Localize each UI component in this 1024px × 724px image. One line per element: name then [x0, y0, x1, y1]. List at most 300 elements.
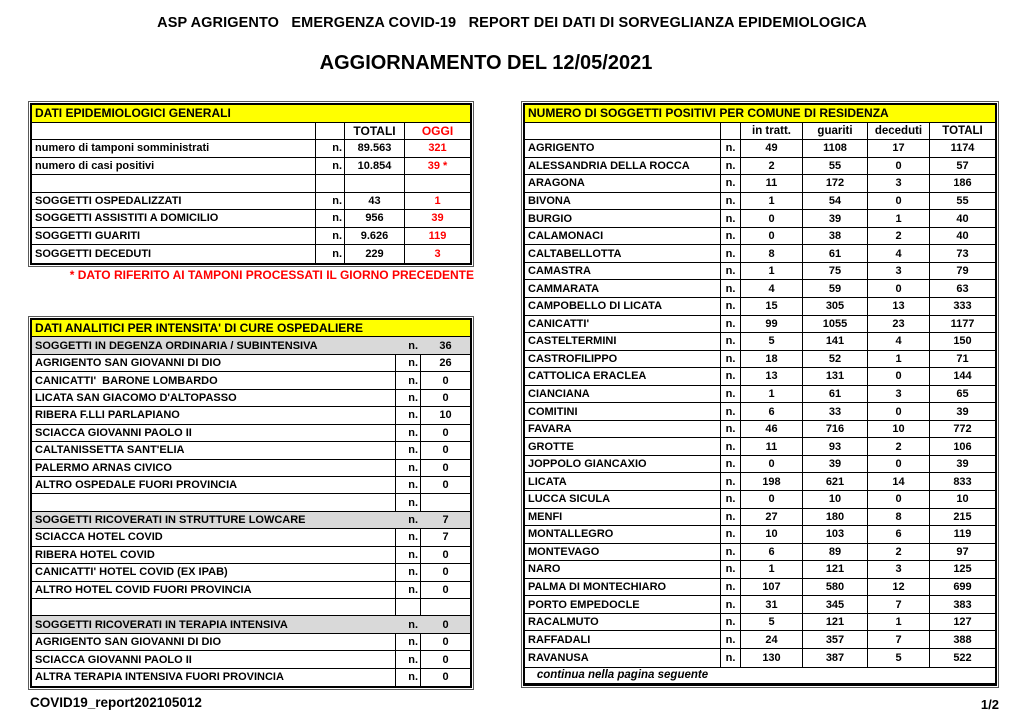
- row-totali-value: [344, 175, 404, 192]
- row-label: numero di tamponi somministrati: [35, 142, 210, 155]
- row-n-abbrev: [315, 175, 344, 192]
- row-comune-name: CAMPOBELLO DI LICATA: [528, 300, 663, 313]
- row-totali-value: 10.854: [344, 158, 404, 175]
- row-guariti-value: 61: [802, 386, 867, 403]
- row-totali-value: 9.626: [344, 228, 404, 245]
- row-label: RIBERA F.LLI PARLAPIANO: [35, 409, 180, 422]
- row-in-tratt-value: 6: [740, 544, 802, 561]
- hospital-table-row: [32, 582, 470, 599]
- row-oggi-value: 119: [404, 228, 470, 245]
- row-n-abbrev: n.: [408, 618, 418, 631]
- row-totali-value: 40: [929, 228, 995, 245]
- hospital-table-row: [32, 547, 470, 564]
- row-n-abbrev: n.: [315, 140, 344, 157]
- row-n-abbrev: n.: [720, 351, 740, 368]
- row-deceduti-value: 7: [867, 631, 929, 648]
- row-n-abbrev: n.: [395, 547, 420, 563]
- report-update-date: AGGIORNAMENTO DEL 12/05/2021: [319, 52, 653, 74]
- row-label: PALERMO ARNAS CIVICO: [35, 461, 172, 474]
- row-comune-name: MENFI: [528, 510, 563, 523]
- row-guariti-value: 131: [802, 368, 867, 385]
- row-deceduti-value: 0: [867, 491, 929, 508]
- row-deceduti-value: 3: [867, 263, 929, 280]
- row-comune-name: AGRIGENTO: [528, 142, 595, 155]
- row-deceduti-value: 17: [867, 140, 929, 157]
- row-guariti-value: 345: [802, 596, 867, 613]
- row-guariti-value: 10: [802, 491, 867, 508]
- row-guariti-value: 357: [802, 631, 867, 648]
- header-spacer: [525, 123, 720, 140]
- row-totali-value: 97: [929, 544, 995, 561]
- hospital-table-row: [32, 634, 470, 651]
- row-count-value: 0: [420, 477, 470, 493]
- row-n-abbrev: n.: [395, 477, 420, 493]
- row-guariti-value: 33: [802, 403, 867, 420]
- row-n-abbrev: n.: [395, 494, 420, 510]
- comuni-table-row: [525, 473, 995, 491]
- row-n-abbrev: n.: [395, 425, 420, 441]
- row-guariti-value: 55: [802, 158, 867, 175]
- row-totali-value: 43: [344, 193, 404, 210]
- row-n-abbrev: n.: [720, 649, 740, 667]
- row-label: ALTRO OSPEDALE FUORI PROVINCIA: [35, 479, 238, 492]
- row-in-tratt-value: 0: [740, 228, 802, 245]
- row-n-abbrev: n.: [395, 407, 420, 423]
- row-comune-name: LUCCA SICULA: [528, 493, 611, 506]
- document-id: COVID19_report202105012: [30, 695, 202, 710]
- row-comune-name: RACALMUTO: [528, 616, 599, 629]
- hospital-table-row: [32, 651, 470, 668]
- row-in-tratt-value: 18: [740, 351, 802, 368]
- row-n-abbrev: n.: [720, 316, 740, 333]
- row-guariti-value: 305: [802, 298, 867, 315]
- row-count-value: 0: [420, 651, 470, 667]
- row-n-abbrev: n.: [395, 582, 420, 598]
- row-guariti-value: 93: [802, 438, 867, 455]
- row-n-abbrev: n.: [720, 614, 740, 631]
- comuni-table-row: [525, 579, 995, 597]
- hospital-table-row: [32, 529, 470, 546]
- row-in-tratt-value: 99: [740, 316, 802, 333]
- row-guariti-value: 141: [802, 333, 867, 350]
- row-deceduti-value: 3: [867, 561, 929, 578]
- hospital-table-row: [32, 494, 470, 511]
- row-totali-value: 388: [929, 631, 995, 648]
- row-comune-name: CALTABELLOTTA: [528, 247, 622, 260]
- hospital-table-row: [32, 425, 470, 442]
- row-comune-name: CAMMARATA: [528, 282, 600, 295]
- row-guariti-value: 180: [802, 509, 867, 526]
- row-deceduti-value: 8: [867, 509, 929, 526]
- comuni-table-row: [525, 368, 995, 386]
- row-comune-name: CASTROFILIPPO: [528, 352, 618, 365]
- comuni-table-row: [525, 526, 995, 544]
- hospital-table-row: [32, 372, 470, 389]
- row-in-tratt-value: 49: [740, 140, 802, 157]
- row-totali-value: 55: [929, 193, 995, 210]
- row-deceduti-value: 2: [867, 438, 929, 455]
- row-oggi-value: 39: [404, 210, 470, 227]
- row-totali-value: 144: [929, 368, 995, 385]
- hospital-table-row: [32, 337, 470, 354]
- row-deceduti-value: 10: [867, 421, 929, 438]
- row-label: AGRIGENTO SAN GIOVANNI DI DIO: [35, 357, 221, 370]
- tamponi-note: * DATO RIFERITO AI TAMPONI PROCESSATI IL GIORNO PRECEDENTE: [69, 268, 474, 282]
- row-in-tratt-value: 11: [740, 438, 802, 455]
- row-label: SOGGETTI DECEDUTI: [35, 247, 152, 260]
- row-deceduti-value: 1: [867, 351, 929, 368]
- row-totali-value: 333: [929, 298, 995, 315]
- col-header-guariti: guariti: [802, 123, 867, 140]
- comuni-table-row: [525, 210, 995, 228]
- row-count-value: 0: [420, 372, 470, 388]
- col-header-totali: TOTALI: [344, 123, 404, 140]
- row-in-tratt-value: 0: [740, 210, 802, 227]
- row-guariti-value: 121: [802, 561, 867, 578]
- row-n-abbrev: n.: [720, 421, 740, 438]
- comuni-table-row: [525, 561, 995, 579]
- general-table-row: [32, 158, 470, 176]
- row-count-value: [420, 494, 470, 510]
- hospital-table-row: [32, 477, 470, 494]
- row-label: CANICATTI' HOTEL COVID (EX IPAB): [35, 566, 228, 579]
- row-totali-value: 150: [929, 333, 995, 350]
- general-table-header-row: [32, 123, 470, 141]
- row-n-abbrev: n.: [315, 210, 344, 227]
- row-totali-value: 1177: [929, 316, 995, 333]
- row-label: SOGGETTI ASSISTITI A DOMICILIO: [35, 212, 219, 225]
- row-count-value: 0: [420, 425, 470, 441]
- row-in-tratt-value: 2: [740, 158, 802, 175]
- row-totali-value: 73: [929, 245, 995, 262]
- comuni-table-row: [525, 175, 995, 193]
- comuni-table-row: [525, 351, 995, 369]
- row-totali-value: 522: [929, 649, 995, 667]
- comuni-table-row: [525, 193, 995, 211]
- row-deceduti-value: 3: [867, 175, 929, 192]
- row-comune-name: PALMA DI MONTECHIARO: [528, 581, 667, 594]
- row-guariti-value: 61: [802, 245, 867, 262]
- row-label: [32, 599, 395, 615]
- row-n-abbrev: n.: [395, 634, 420, 650]
- row-comune-name: ALESSANDRIA DELLA ROCCA: [528, 159, 690, 172]
- comuni-table-row: [525, 509, 995, 527]
- row-label: RIBERA HOTEL COVID: [35, 548, 155, 561]
- row-deceduti-value: 2: [867, 228, 929, 245]
- row-n-abbrev: n.: [720, 544, 740, 561]
- hospital-table-row: [32, 616, 470, 633]
- row-totali-value: 106: [929, 438, 995, 455]
- row-n-abbrev: n.: [720, 438, 740, 455]
- row-totali-value: 71: [929, 351, 995, 368]
- row-in-tratt-value: 24: [740, 631, 802, 648]
- row-count-value: 0: [420, 582, 470, 598]
- row-in-tratt-value: 1: [740, 263, 802, 280]
- row-totali-value: 127: [929, 614, 995, 631]
- row-count-value: 0: [420, 390, 470, 406]
- row-totali-value: 79: [929, 263, 995, 280]
- comuni-table-row: [525, 544, 995, 562]
- row-totali-value: 186: [929, 175, 995, 192]
- row-totali-value: 89.563: [344, 140, 404, 157]
- row-comune-name: MONTEVAGO: [528, 545, 600, 558]
- row-label: SOGGETTI IN DEGENZA ORDINARIA / SUBINTENSIVA: [35, 339, 318, 352]
- row-guariti-value: 387: [802, 649, 867, 667]
- row-comune-name: CASTELTERMINI: [528, 335, 617, 348]
- row-comune-name: JOPPOLO GIANCAXIO: [528, 458, 647, 471]
- row-comune-name: ARAGONA: [528, 177, 585, 190]
- row-n-abbrev: n.: [315, 245, 344, 263]
- row-n-abbrev: n.: [720, 228, 740, 245]
- row-n-abbrev: n.: [395, 651, 420, 667]
- row-n-abbrev: n.: [315, 158, 344, 175]
- row-label: LICATA SAN GIACOMO D'ALTOPASSO: [35, 391, 237, 404]
- row-in-tratt-value: 15: [740, 298, 802, 315]
- row-n-abbrev: n.: [315, 193, 344, 210]
- comuni-table-row: [525, 158, 995, 176]
- row-count-value: 10: [420, 407, 470, 423]
- col-header-deceduti: deceduti: [867, 123, 929, 140]
- row-n-abbrev: n.: [395, 442, 420, 458]
- comuni-table-title: NUMERO DI SOGGETTI POSITIVI PER COMUNE DI RESIDENZA: [525, 105, 995, 123]
- row-label: CALTANISSETTA SANT'ELIA: [35, 444, 185, 457]
- row-in-tratt-value: 130: [740, 649, 802, 667]
- row-comune-name: CATTOLICA ERACLEA: [528, 370, 647, 383]
- row-in-tratt-value: 1: [740, 386, 802, 403]
- row-guariti-value: 59: [802, 280, 867, 297]
- row-deceduti-value: 4: [867, 333, 929, 350]
- row-label: SCIACCA GIOVANNI PAOLO II: [35, 426, 192, 439]
- row-deceduti-value: 0: [867, 456, 929, 473]
- row-count-value: 0: [420, 547, 470, 563]
- row-n-abbrev: n.: [720, 175, 740, 192]
- row-n-abbrev: n.: [395, 390, 420, 406]
- row-n-abbrev: n.: [395, 564, 420, 580]
- row-label: ALTRA TERAPIA INTENSIVA FUORI PROVINCIA: [35, 671, 284, 684]
- row-comune-name: CAMASTRA: [528, 265, 591, 278]
- row-deceduti-value: 3: [867, 386, 929, 403]
- row-deceduti-value: 14: [867, 473, 929, 490]
- row-n-abbrev: n.: [720, 579, 740, 596]
- hospital-table-row: [32, 599, 470, 616]
- row-count-value: 7: [420, 529, 470, 545]
- row-n-abbrev: n.: [720, 193, 740, 210]
- row-comune-name: COMITINI: [528, 405, 578, 418]
- row-n-abbrev: n.: [408, 514, 418, 527]
- row-n-abbrev: n.: [720, 561, 740, 578]
- row-n-abbrev: n.: [720, 509, 740, 526]
- header-spacer: [315, 123, 344, 140]
- comuni-table-row: [525, 228, 995, 246]
- row-in-tratt-value: 8: [740, 245, 802, 262]
- comuni-table-row: [525, 140, 995, 158]
- row-n-abbrev: n.: [395, 372, 420, 388]
- row-count-value: 0: [420, 442, 470, 458]
- hospital-table-row: [32, 442, 470, 459]
- hospital-table-title: DATI ANALITICI PER INTENSITA' DI CURE OSPEDALIERE: [32, 320, 470, 337]
- general-table-row: [32, 175, 470, 193]
- row-n-abbrev: n.: [720, 386, 740, 403]
- row-count-value: 26: [420, 355, 470, 371]
- row-totali-value: 956: [344, 210, 404, 227]
- row-totali-value: 215: [929, 509, 995, 526]
- row-oggi-value: 39 *: [404, 158, 470, 175]
- row-in-tratt-value: 0: [740, 491, 802, 508]
- hospital-table-row: [32, 407, 470, 424]
- row-deceduti-value: 23: [867, 316, 929, 333]
- row-guariti-value: 39: [802, 210, 867, 227]
- row-n-abbrev: n.: [395, 460, 420, 476]
- row-deceduti-value: 12: [867, 579, 929, 596]
- row-in-tratt-value: 13: [740, 368, 802, 385]
- row-n-abbrev: n.: [720, 526, 740, 543]
- row-n-abbrev: n.: [720, 263, 740, 280]
- comuni-table-row: [525, 631, 995, 649]
- row-totali-value: 65: [929, 386, 995, 403]
- comuni-table-row: [525, 280, 995, 298]
- row-deceduti-value: 6: [867, 526, 929, 543]
- row-n-abbrev: n.: [315, 228, 344, 245]
- row-guariti-value: 1055: [802, 316, 867, 333]
- row-comune-name: FAVARA: [528, 423, 572, 436]
- row-n-abbrev: n.: [720, 140, 740, 157]
- comuni-table-row: [525, 403, 995, 421]
- hospital-table-row: [32, 564, 470, 581]
- general-table-row: [32, 210, 470, 228]
- row-comune-name: LICATA: [528, 475, 567, 488]
- row-deceduti-value: 0: [867, 193, 929, 210]
- comuni-table-row: [525, 245, 995, 263]
- row-totali-value: 39: [929, 456, 995, 473]
- row-guariti-value: 75: [802, 263, 867, 280]
- row-deceduti-value: 1: [867, 614, 929, 631]
- comuni-table-row: [525, 333, 995, 351]
- row-guariti-value: 103: [802, 526, 867, 543]
- row-count-value: 36: [439, 339, 452, 352]
- col-header-totali: TOTALI: [929, 123, 995, 140]
- row-totali-value: 833: [929, 473, 995, 490]
- comuni-table-footer-row: [525, 667, 995, 685]
- row-totali-value: 57: [929, 158, 995, 175]
- row-comune-name: NARO: [528, 563, 561, 576]
- row-comune-name: RAFFADALI: [528, 633, 591, 646]
- row-guariti-value: 52: [802, 351, 867, 368]
- comuni-table-row: [525, 386, 995, 404]
- row-in-tratt-value: 10: [740, 526, 802, 543]
- general-table-row: [32, 245, 470, 263]
- row-label: CANICATTI' BARONE LOMBARDO: [35, 374, 218, 387]
- row-n-abbrev: n.: [395, 669, 420, 686]
- row-totali-value: 119: [929, 526, 995, 543]
- row-label: SOGGETTI RICOVERATI IN TERAPIA INTENSIVA: [35, 618, 288, 631]
- row-n-abbrev: n.: [395, 529, 420, 545]
- comuni-table-row: [525, 491, 995, 509]
- row-count-value: 0: [442, 618, 449, 631]
- row-count-value: [420, 599, 470, 615]
- row-in-tratt-value: 31: [740, 596, 802, 613]
- row-comune-name: MONTALLEGRO: [528, 528, 614, 541]
- row-n-abbrev: n.: [720, 245, 740, 262]
- row-label: SOGGETTI RICOVERATI IN STRUTTURE LOWCARE: [35, 514, 306, 527]
- row-totali-value: 1174: [929, 140, 995, 157]
- row-in-tratt-value: 198: [740, 473, 802, 490]
- row-deceduti-value: 1: [867, 210, 929, 227]
- row-label: SOGGETTI GUARITI: [35, 229, 141, 242]
- header-spacer: [32, 123, 315, 140]
- comuni-table-row: [525, 596, 995, 614]
- row-guariti-value: 38: [802, 228, 867, 245]
- row-comune-name: CIANCIANA: [528, 388, 590, 401]
- row-n-abbrev: n.: [720, 631, 740, 648]
- row-guariti-value: 89: [802, 544, 867, 561]
- general-table-row: [32, 193, 470, 211]
- row-deceduti-value: 13: [867, 298, 929, 315]
- row-totali-value: 63: [929, 280, 995, 297]
- row-count-value: 7: [442, 514, 449, 527]
- row-guariti-value: 54: [802, 193, 867, 210]
- row-guariti-value: 172: [802, 175, 867, 192]
- row-deceduti-value: 0: [867, 403, 929, 420]
- col-header-in-tratt: in tratt.: [740, 123, 802, 140]
- row-n-abbrev: [395, 599, 420, 615]
- comuni-table-row: [525, 316, 995, 334]
- row-label: [32, 494, 395, 510]
- row-deceduti-value: 7: [867, 596, 929, 613]
- hospital-table-row: [32, 390, 470, 407]
- hospital-table-row: [32, 355, 470, 372]
- row-comune-name: CALAMONACI: [528, 230, 604, 243]
- comuni-table-row: [525, 263, 995, 281]
- row-in-tratt-value: 27: [740, 509, 802, 526]
- row-n-abbrev: n.: [720, 456, 740, 473]
- row-in-tratt-value: 46: [740, 421, 802, 438]
- row-n-abbrev: n.: [720, 210, 740, 227]
- row-totali-value: 39: [929, 403, 995, 420]
- row-in-tratt-value: 5: [740, 614, 802, 631]
- page-number: 1/2: [980, 697, 999, 712]
- row-guariti-value: 121: [802, 614, 867, 631]
- row-in-tratt-value: 6: [740, 403, 802, 420]
- row-label: [32, 175, 315, 192]
- row-totali-value: 229: [344, 245, 404, 263]
- row-n-abbrev: n.: [720, 403, 740, 420]
- comuni-table-row: [525, 298, 995, 316]
- comuni-table-row: [525, 438, 995, 456]
- row-count-value: 0: [420, 634, 470, 650]
- general-table-row: [32, 228, 470, 246]
- row-n-abbrev: n.: [720, 333, 740, 350]
- row-guariti-value: 580: [802, 579, 867, 596]
- row-deceduti-value: 4: [867, 245, 929, 262]
- row-n-abbrev: n.: [408, 339, 418, 352]
- row-in-tratt-value: 5: [740, 333, 802, 350]
- row-oggi-value: [404, 175, 470, 192]
- hospital-table-row: [32, 669, 470, 686]
- comuni-table-header-row: [525, 123, 995, 141]
- row-deceduti-value: 0: [867, 368, 929, 385]
- hospital-table-row: [32, 460, 470, 477]
- row-comune-name: CANICATTI': [528, 317, 590, 330]
- row-n-abbrev: n.: [395, 355, 420, 371]
- report-title: ASP AGRIGENTO EMERGENZA COVID-19 REPORT DEI DATI DI SORVEGLIANZA EPIDEMIOLOGICA: [157, 15, 867, 31]
- comuni-table-row: [525, 421, 995, 439]
- row-deceduti-value: 5: [867, 649, 929, 667]
- row-label: SCIACCA GIOVANNI PAOLO II: [35, 653, 192, 666]
- col-header-oggi: OGGI: [404, 123, 470, 140]
- row-n-abbrev: n.: [720, 368, 740, 385]
- row-deceduti-value: 0: [867, 158, 929, 175]
- row-totali-value: 772: [929, 421, 995, 438]
